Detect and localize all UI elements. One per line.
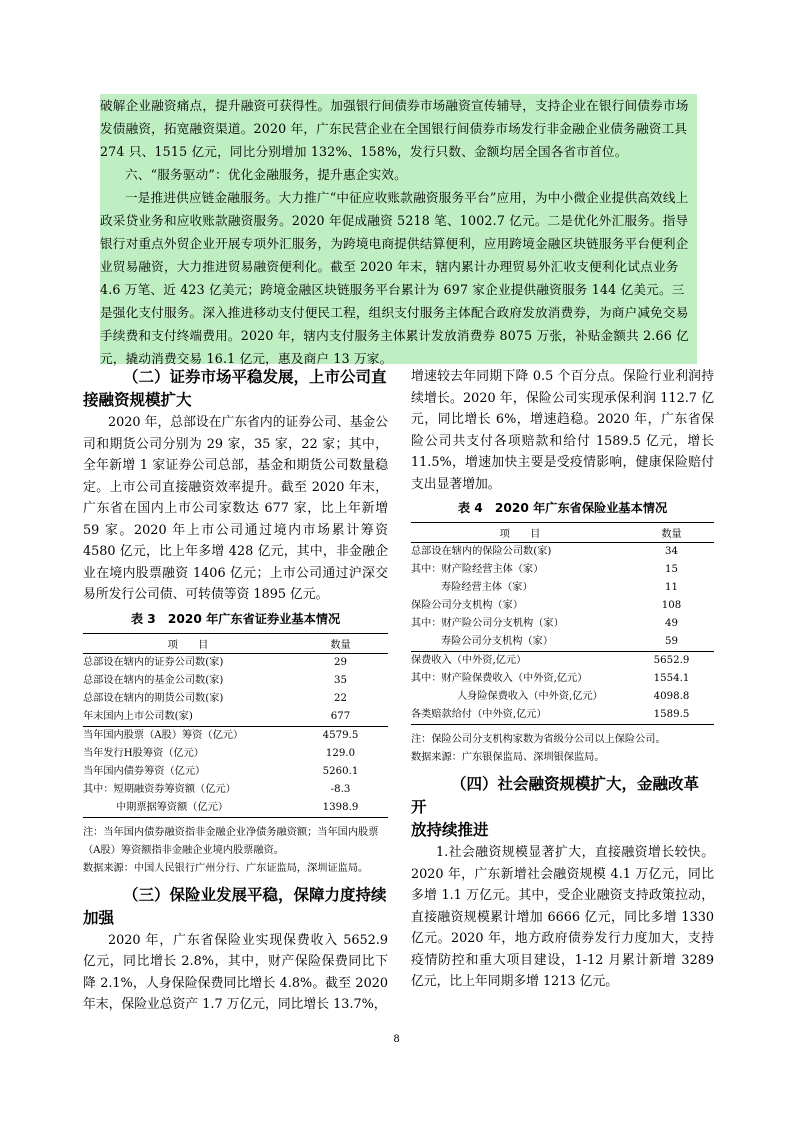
table-row: 其中：短期融资券筹资额（亿元） -8.3 [83,783,351,795]
table-row: 其中：财产险公司分支机构（家） 49 [411,618,678,629]
table-row: 当年国内股票（A股）筹资（亿元） 4579.5 [83,726,388,745]
table-row: 总部设在辖内的基金公司数(家) 35 [83,674,347,686]
table-row: 总部设在辖内的证券公司数(家) 29 [83,656,347,668]
heading-insurance: （三）保险业发展平稳，保障力度持续 加强 [83,885,387,927]
paragraph-insurance-cont: 增速较去年同期下降 0.5 个百分点。保险行业利润持续增长。2020 年，保险公司实现承保利润 112.7 亿元，同比增长 6%，增速趋稳。2020 年，广东省保险公司共支付各项赔款和给付 1589.5 亿元，增长 11.5%，增速加快主要是受疫情影响，健康保险赔付支出显著增加。 [411,369,714,492]
table4-insurance: 项 目 数量 总部设在辖内的保险公司数(家) 34 其中：财产险经营主体（家） 15 寿险经营主体（家） 11 保险公司分支机构（家） 108 其中：财产险公司分支机构（家） 49 寿险公司分支机构（家） 59 保费收入（中外资,亿元） 5652.9 其中：财产险保费收入（中外资,亿元） 1554.1 人身险保费收入（中外资,亿元） 4098.8 各类赔款给付（中外资,亿元） 1589.5 [411,522,714,725]
table3-securities: 项 目 数量 总部设在辖内的证券公司数(家) 29 总部设在辖内的基金公司数(家) 35 总部设在辖内的期货公司数(家) 22 年末国内上市公司数(家) 677 当年国内股票（A股）筹资（亿元） 4579.5 当年发行H股筹资（亿元） 129.0 当年国内债券筹资（亿元） 5260.1 其中：短期融资券筹资额（亿元） -8.3 中期票据筹资额（亿元） 1398.9 [83,633,388,818]
table-row: 总部设在辖内的期货公司数(家) 22 [83,692,347,704]
paragraph-securities: 2020 年，总部设在广东省内的证券公司、基金公司和期货公司分别为 29 家，35 家，22 家；其中，全年新增 1 家证券公司总部，基金和期货公司数量稳定。上市公司直接融资效率提升。截至 2020 年末，广东省在国内上市公司家数达 677 家，比上年新增 59 家。2020 年上市公司通过境内市场累计筹资 4580 亿元，比上年多增 428 亿元，其中，非金融企业在境内股票融资 1406 亿元；上市公司通过沪深交易所发行公司债、可转债等资 1895 亿元。 [83,415,388,602]
page-number: 8 [393,1034,400,1045]
table-row: 人身险保费收入（中外资,亿元） 4098.8 [457,691,690,702]
table3-caption: 表 3 2020 年广东省证券业基本情况 [130,611,341,626]
table-row: 当年发行H股筹资（亿元） 129.0 [83,747,356,759]
left-column [83,366,388,1016]
table4-source: 数据来源：广东银保监局、深圳银保监局。 [411,752,605,763]
table-row: 年末国内上市公司数(家) 677 [83,710,351,722]
paragraph-services: 一是推进供应链金融服务。大力推广“中征应收账款融资服务平台”应用，为中小微企业提供高效线上政采贷业务和应收账款融资服务。2020 年促成融资 5218 笔、1002.7 亿元。二是优化外汇服务。指导银行对重点外贸企业开展专项外汇服务，为跨境电商提供结算便利，应用跨境金融区块链服务平台便利企业贸易融资，大力推进贸易融资便利化。截至 2020 年末，辖内累计办理贸易外汇收支便利化试点业务 4.6 万笔、近 423 亿美元；跨境金融区块链服务平台累计为 697 家企业提供融资服务 144 亿美元。三是强化支付服务。深入推进移动支付便民工程，组织支付服务主体配合政府发放消费券，为商户减免交易手续费和支付终端费用。2020 年，辖内支付服务主体累计发放消费券 8075 万张，补贴金额共 2.66 亿元，撬动消费交易 16.1 亿元，惠及商户 13 万家。 [100,190,689,366]
table-row: 寿险经营主体（家） 11 [441,582,678,593]
table-row: 保险公司分支机构（家） 108 [411,600,682,611]
paragraph-bond-financing: 破解企业融资痛点，提升融资可获得性。加强银行间债券市场融资宣传辅导，支持企业在银行间债券市场发债融资，拓宽融资渠道。2020 年，广东民营企业在全国银行间债券市场发行非金融企业债务融资工具 274 只、1515 亿元，同比分别增加 132%、158%，发行只数、金额均居全国各省市首位。 [100,98,689,159]
right-column [411,366,714,993]
table-row: 其中：财产险经营主体（家） 15 [411,564,678,575]
paragraph-social-financing: 1.社会融资规模显著扩大，直接融资增长较快。2020 年，广东新增社会融资规模 4.1 万亿元，同比多增 1.1 万亿元。其中，受企业融资支持政策拉动，直接融资规模累计增加 6666 亿元，同比多增 1330 亿元。2020 年，地方政府债券发行力度加大，支持疫情防控和重大项目建设，1-12 月累计新增 3289 亿元，比上年同期多增 1213 亿元。 [411,845,714,989]
paragraph-insurance: 2020 年，广东省保险业实现保费收入 5652.9 亿元，同比增长 2.8%，其中，财产保险保费同比下降 2.1%，人身保险保费同比增长 4.8%。截至 2020 年末，保险业总资产 1.7 万亿元，同比增长 13.7%， [83,932,388,1012]
table-row: 总部设在辖内的保险公司数(家) 34 [411,546,678,557]
table3-note: 注：当年国内债券融资指非金融企业净债务融资额；当年国内股票（A股）筹资额指非金融企业境内股票融资。 [83,826,379,856]
heading-securities: （二）证券市场平稳发展，上市公司直 接融资规模扩大 [83,368,387,409]
highlighted-passage [100,94,697,364]
table-row: 各类赔款给付（中外资,亿元） 1589.5 [411,706,714,725]
table4-caption: 表 4 2020 年广东省保险业基本情况 [457,501,668,515]
table-row: 中期票据筹资额（亿元） 1398.9 [83,799,388,818]
table-row: 当年国内债券筹资（亿元） 5260.1 [83,765,359,777]
table4-note: 注：保险公司分支机构家数为省级分公司以上保险公司。 [411,734,666,745]
section-heading-service: 六、“服务驱动”：优化金融服务，提升惠企实效。 [125,167,407,182]
heading-social-financing: （四）社会融资规模扩大，金融改革开 放持续推进 [411,775,700,839]
table-row: 其中：财产险保费收入（中外资,亿元） 1554.1 [411,673,690,684]
table3-source: 数据来源：中国人民银行广州分行、广东证监局，深圳证监局。 [83,862,369,874]
table-row: 保费收入（中外资,亿元） 5652.9 [411,652,714,671]
table-row: 寿险公司分支机构（家） 59 [441,636,678,647]
